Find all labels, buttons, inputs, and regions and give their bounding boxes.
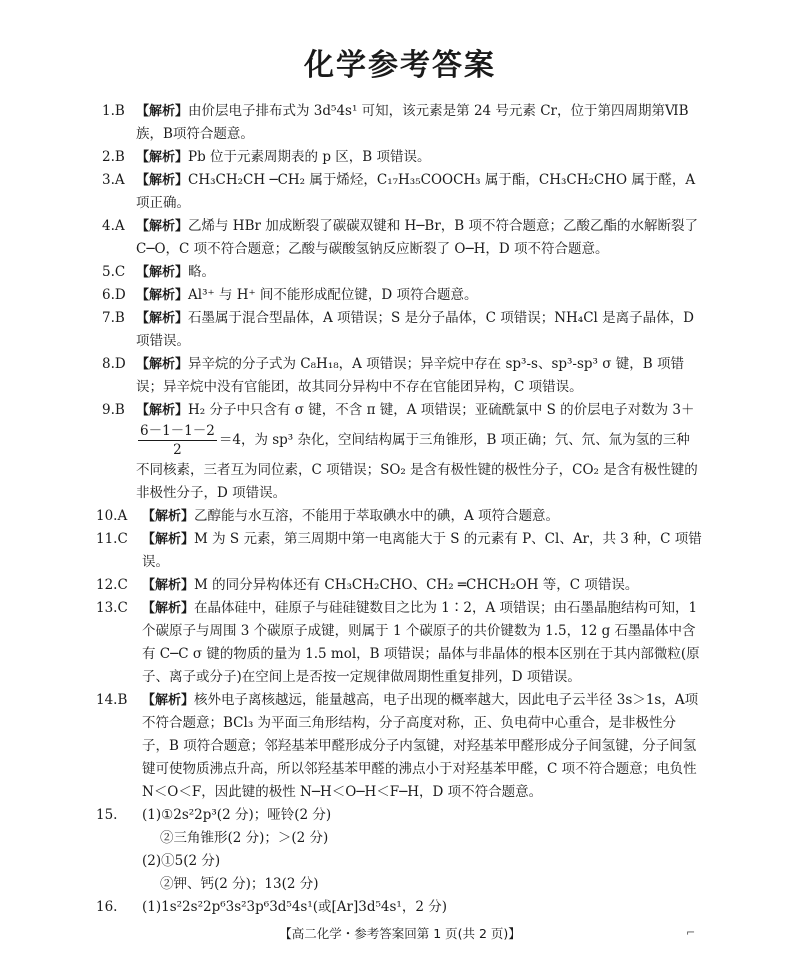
answer-number: 10.A <box>96 508 128 524</box>
analysis-text: Pb 位于元素周期表的 p 区，B 项错误。 <box>188 149 431 165</box>
fraction-numerator: 6－1－1－2 <box>140 423 215 439</box>
answer-number: 11.C <box>96 531 128 547</box>
analysis-tag: 【解析】 <box>142 509 195 524</box>
answer-item-15 <box>96 804 702 896</box>
answer-line: (1)1s²2s²2p⁶3s²3p⁶3d⁵4s¹(或[Ar]3d⁵4s¹，2 分) <box>142 899 447 915</box>
analysis-tag: 【解析】 <box>142 532 195 547</box>
answer-item-12 <box>96 574 702 597</box>
analysis-tag: 【解析】 <box>142 693 195 708</box>
analysis-text: M 为 S 元素，第三周期中第一电离能大于 S 的元素有 P、Cl、Ar，共 3 种，C 项错误。 <box>142 531 702 570</box>
answer-number: 6.D <box>102 287 126 303</box>
analysis-tag: 【解析】 <box>136 265 189 280</box>
analysis-text: 核外电子离核越远，能量越高，电子出现的概率越大，因此电子云半径 3s＞1s，A项不符合题意；BCl₃ 为平面三角形结构，分子高度对称，正、负电荷中心重合，是非极性分子，B 项符合题意；邻羟基苯甲醛形成分子内氢键，对羟基苯甲醛形成分子间氢键，分子间氢键可使物质沸点升高，所以邻羟基苯甲醛的沸点小于对羟基苯甲醛，C 项不符合题意；电负性 N＜O＜F，因此键的极性 N─H＜O─H＜F─H，D 项不符合题意。 <box>142 692 699 800</box>
page-title: 化学参考答案 <box>304 48 496 83</box>
answer-item-6 <box>102 284 702 307</box>
answer-item-3 <box>102 169 702 215</box>
answer-number: 14.B <box>96 692 128 708</box>
analysis-tag: 【解析】 <box>136 357 189 372</box>
answer-item-4 <box>102 215 702 261</box>
analysis-text: 石墨属于混合型晶体，A 项错误；S 是分子晶体，C 项错误；NH₄Cl 是离子晶体，D项错误。 <box>136 310 694 349</box>
answer-list <box>96 100 702 919</box>
analysis-text-part-a: H₂ 分子中只含有 σ 键，不含 π 键，A 项错误；亚硫酰氯中 S 的价层电子对数为 3＋ <box>188 402 695 418</box>
answer-item-11 <box>96 528 702 574</box>
answer-number: 15. <box>96 807 118 823</box>
answer-number: 2.B <box>102 149 125 165</box>
answer-item-14 <box>96 689 702 804</box>
analysis-tag: 【解析】 <box>142 578 195 593</box>
fraction <box>138 422 217 459</box>
answer-item-13 <box>96 597 702 689</box>
corner-mark: ⌐ <box>686 926 696 939</box>
answer-number: 1.B <box>102 103 125 119</box>
analysis-text: 乙醇能与水互溶，不能用于萃取碘水中的碘，A 项符合题意。 <box>194 508 560 524</box>
answer-number: 16. <box>96 899 118 915</box>
answer-number: 13.C <box>96 600 128 616</box>
answer-number: 5.C <box>102 264 126 280</box>
analysis-tag: 【解析】 <box>136 311 189 326</box>
answer-item-10 <box>96 505 702 528</box>
analysis-text: 乙烯与 HBr 加成断裂了碳碳双键和 H─Br，B 项不符合题意；乙酸乙酯的水解断裂了 C─O，C 项不符合题意；乙酸与碳酸氢钠反应断裂了 O─H，D 项不符合题意。 <box>136 218 699 257</box>
analysis-tag: 【解析】 <box>136 403 189 418</box>
analysis-text: CH₃CH₂CH ─CH₂ 属于烯烃，C₁₇H₃₅COOCH₃ 属于酯，CH₃CH₂CHO 属于醛，A项正确。 <box>136 172 696 211</box>
analysis-text: 异辛烷的分子式为 C₈H₁₈，A 项错误；异辛烷中存在 sp³-s、sp³-sp³ σ 键，B 项错误；异辛烷中没有官能团，故其同分异构中不存在官能团异构，C 项错误。 <box>136 356 684 395</box>
analysis-text: 由价层电子排布式为 3d⁵4s¹ 可知，该元素是第 24 号元素 Cr，位于第四周期第ⅥB族，B项符合题意。 <box>136 103 689 142</box>
answer-number: 4.A <box>102 218 125 234</box>
fraction-denominator: 2 <box>173 442 182 458</box>
answer-item-8 <box>102 353 702 399</box>
answer-line: ②三角锥形(2 分)；＞(2 分) <box>160 830 329 846</box>
answer-item-1 <box>102 100 702 146</box>
analysis-tag: 【解析】 <box>136 288 189 303</box>
analysis-tag: 【解析】 <box>136 104 189 119</box>
analysis-text: M 的同分异构体还有 CH₃CH₂CHO、CH₂ ═CHCH₂OH 等，C 项错误。 <box>194 577 639 593</box>
analysis-text-part-b: ＝4，为 sp³ 杂化，空间结构属于三角锥形，B 项正确；氕、氘、氚为氢的三种不同核素，三者互为同位素，C 项错误；SO₂ 是含有极性键的极性分子，CO₂ 是含有极性键的非极性分子，D 项错误。 <box>136 432 698 501</box>
answer-number: 8.D <box>102 356 126 372</box>
answer-item-2 <box>102 146 702 169</box>
analysis-tag: 【解析】 <box>136 173 189 188</box>
page-footer: 【高二化学・参考答案回第 1 页(共 2 页)】 <box>279 926 521 941</box>
analysis-text: Al³⁺ 与 H⁺ 间不能形成配位键，D 项符合题意。 <box>188 287 478 303</box>
answer-number: 9.B <box>102 402 125 418</box>
answer-number: 12.C <box>96 577 128 593</box>
answer-number: 3.A <box>102 172 125 188</box>
analysis-tag: 【解析】 <box>136 219 189 234</box>
analysis-text: 在晶体硅中，硅原子与硅硅键数目之比为 1∶2，A 项错误；由石墨晶胞结构可知，1 个碳原子与周围 3 个碳原子成键，则属于 1 个碳原子的共价键数为 1.5，12 g 石墨晶体中含有 C─C σ 键的物质的量为 1.5 mol，B 项错误；晶体与非晶体的根本区别在于其内部微粒(原子、离子或分子)在空间上是否按一定规律做周期性重复排列，D 项错误。 <box>142 600 700 685</box>
answer-line: (2)①5(2 分) <box>142 853 221 869</box>
analysis-tag: 【解析】 <box>136 150 189 165</box>
analysis-text: 略。 <box>188 264 216 280</box>
analysis-tag: 【解析】 <box>142 601 195 616</box>
answer-item-7 <box>102 307 702 353</box>
answer-item-9 <box>102 399 702 505</box>
answer-item-5 <box>102 261 702 284</box>
answer-number: 7.B <box>102 310 125 326</box>
answer-item-16 <box>96 896 702 919</box>
answer-line: ②钾、钙(2 分)；13(2 分) <box>160 876 319 892</box>
answer-line: (1)①2s²2p³(2 分)；哑铃(2 分) <box>142 807 332 823</box>
